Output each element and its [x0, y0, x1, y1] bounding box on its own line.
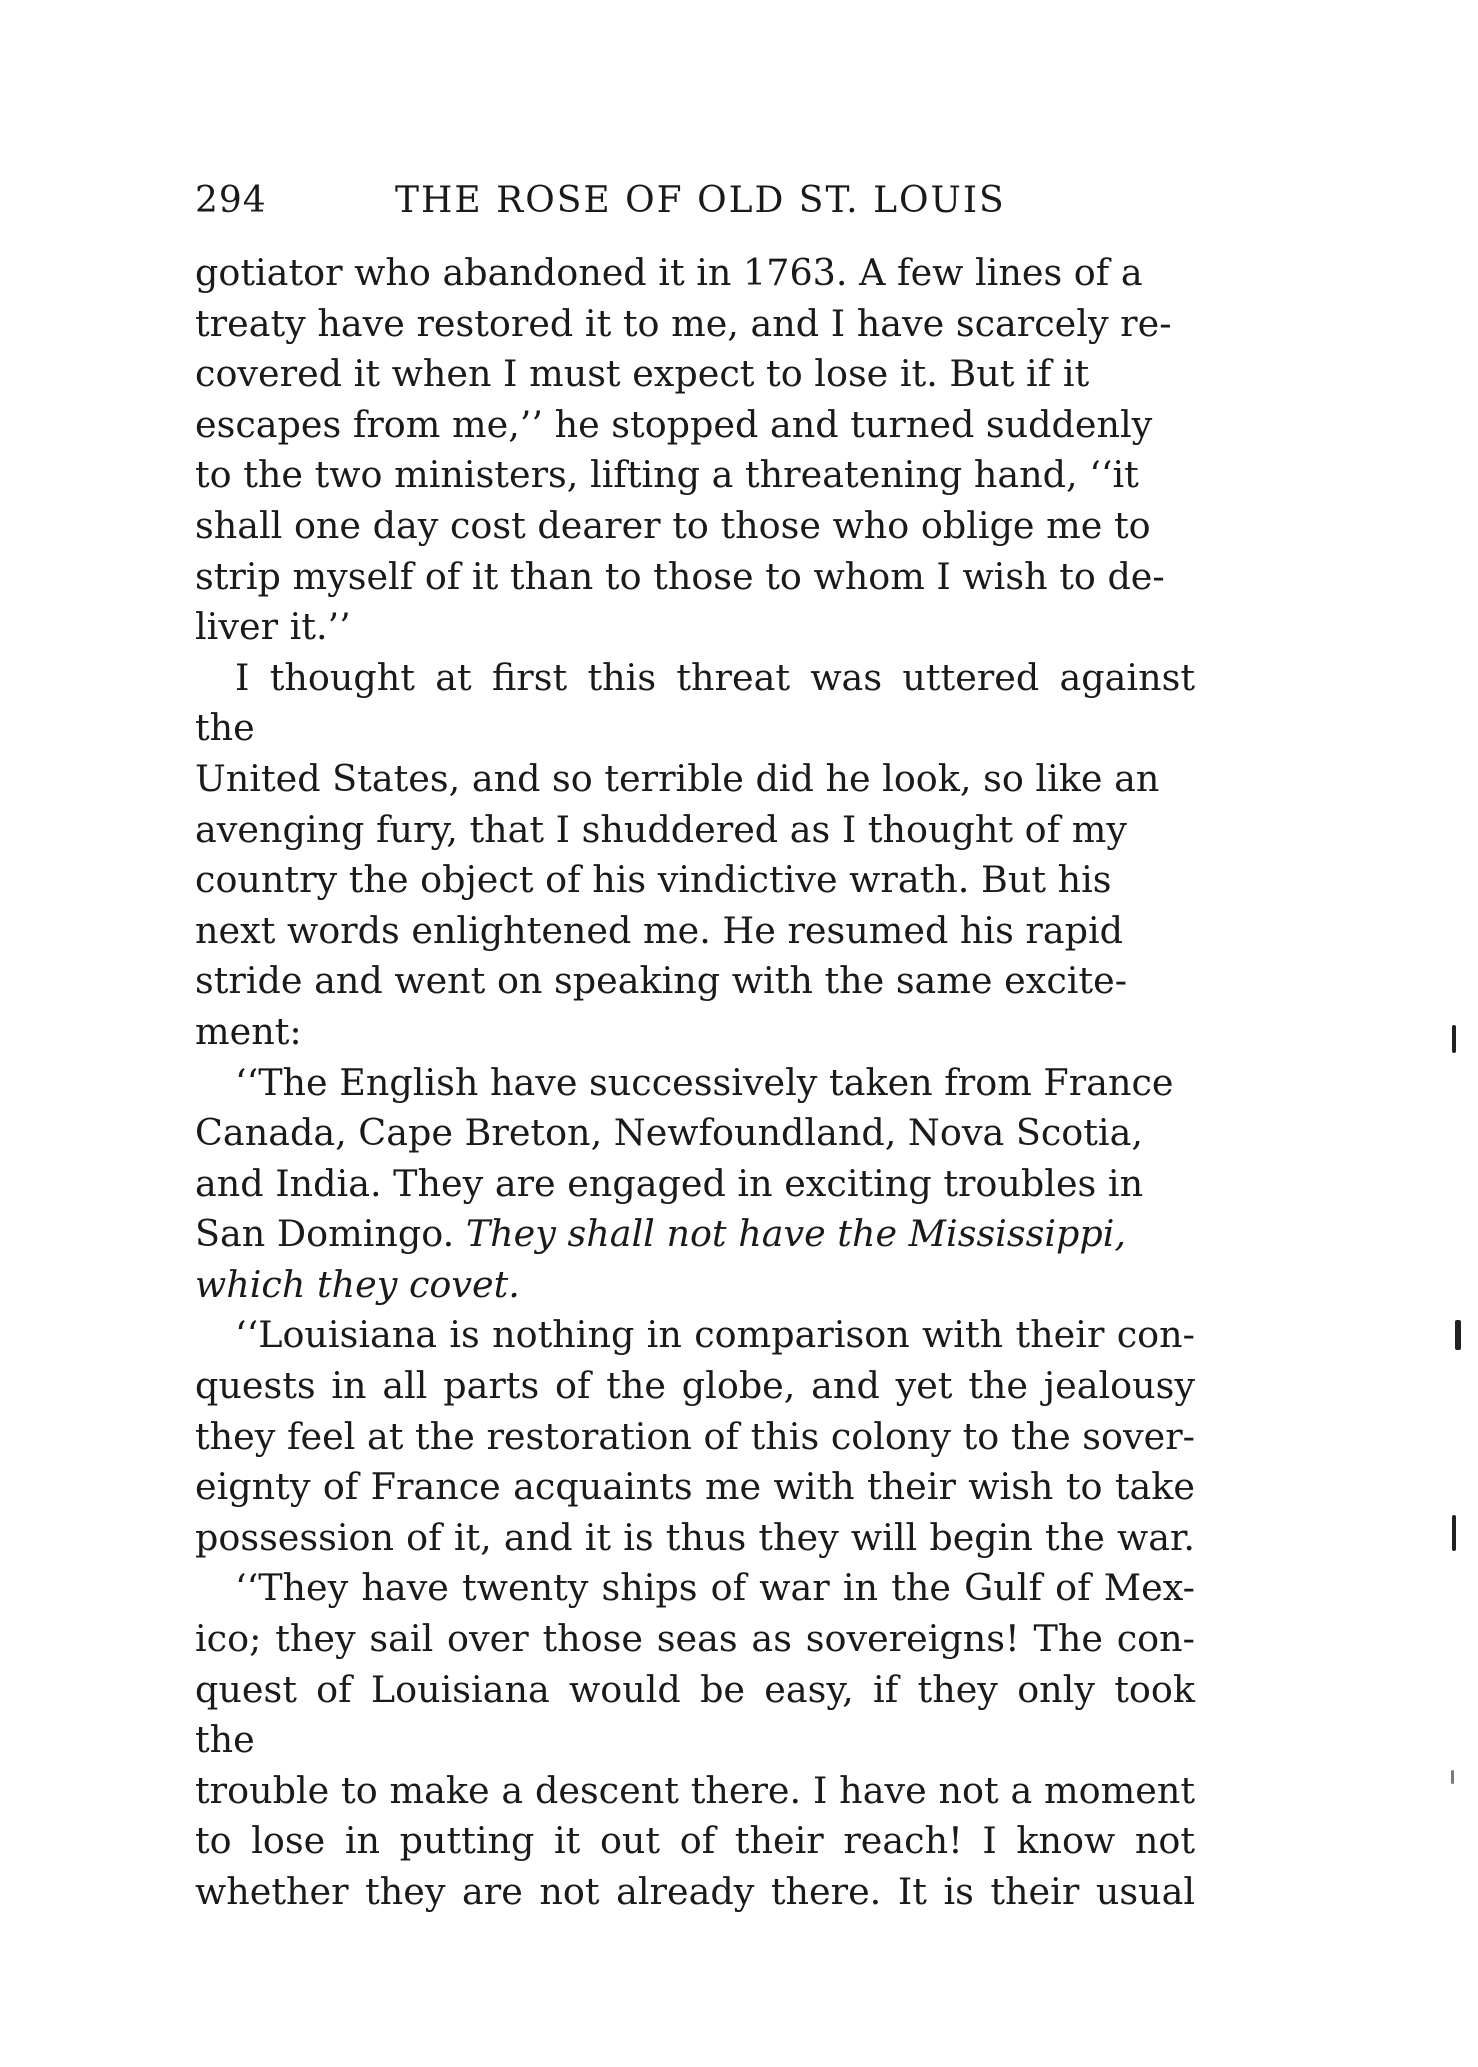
paragraph-1 — [195, 248, 1195, 653]
line: liver it.’’ — [195, 605, 351, 649]
paragraph-5 — [195, 1563, 1195, 1917]
line: stride and went on speaking with the same excite- — [195, 959, 1128, 1003]
line: shall one day cost dearer to those who oblige me to — [195, 503, 1151, 547]
line: covered it when I must expect to lose it. But if it — [195, 352, 1090, 396]
line: to the two ministers, lifting a threatening hand, ‘‘it — [195, 453, 1139, 497]
line: eignty of France acquaints me with their wish to take — [195, 1465, 1195, 1509]
line: country the object of his vindictive wrath. But his — [195, 858, 1112, 902]
body-text — [195, 248, 1195, 1918]
scan-mark — [1451, 1770, 1454, 1784]
line: avenging fury, that I shuddered as I thought of my — [195, 807, 1127, 851]
line: Canada, Cape Breton, Newfoundland, Nova Scotia, — [195, 1111, 1143, 1155]
line: ico; they sail over those seas as sovereigns! The con- — [195, 1617, 1195, 1661]
line: I thought at first this threat was uttered against the — [195, 655, 1195, 750]
scan-mark — [1455, 1320, 1461, 1350]
line: they feel at the restoration of this colony to the sover- — [195, 1414, 1195, 1458]
line: ‘‘The English have successively taken from France — [235, 1060, 1174, 1104]
line: possession of it, and it is thus they will begin the war. — [195, 1515, 1195, 1559]
line: ‘‘They have twenty ships of war in the Gulf of Mex- — [235, 1566, 1195, 1610]
line: next words enlightened me. He resumed his rapid — [195, 908, 1124, 952]
page-number: 294 — [195, 180, 267, 221]
line: ‘‘Louisiana is nothing in comparison with their con- — [235, 1313, 1195, 1357]
scan-mark — [1452, 1515, 1456, 1551]
line: strip myself of it than to those to whom I wish to de- — [195, 554, 1165, 598]
line: treaty have restored it to me, and I have scarcely re- — [195, 301, 1172, 345]
book-title: THE ROSE OF OLD ST. LOUIS — [395, 180, 1006, 221]
line: and India. They are engaged in exciting troubles in — [195, 1161, 1144, 1205]
scan-mark — [1452, 1025, 1456, 1053]
paragraph-4 — [195, 1310, 1195, 1563]
italic-phrase: which they covet. — [195, 1262, 520, 1306]
line: trouble to make a descent there. I have not a moment — [195, 1768, 1195, 1812]
paragraph-2 — [195, 653, 1195, 1058]
line: whether they are not already there. It is their usual — [195, 1870, 1195, 1913]
line: ment: — [195, 1009, 302, 1053]
line: escapes from me,’’ he stopped and turned suddenly — [195, 402, 1153, 446]
line: to lose in putting it out of their reach! I know not — [195, 1819, 1195, 1863]
paragraph-3 — [195, 1058, 1195, 1311]
running-head — [195, 180, 1195, 240]
italic-phrase: They shall not have the Mississippi, — [465, 1212, 1127, 1256]
book-page — [195, 180, 1195, 1918]
line: gotiator who abandoned it in 1763. A few lines of a — [195, 251, 1143, 294]
line: United States, and so terrible did he look, so like an — [195, 756, 1160, 800]
line: quest of Louisiana would be easy, if they only took the — [195, 1667, 1195, 1762]
line: San Domingo. — [195, 1212, 455, 1256]
line: quests in all parts of the globe, and yet the jealousy — [195, 1364, 1195, 1408]
